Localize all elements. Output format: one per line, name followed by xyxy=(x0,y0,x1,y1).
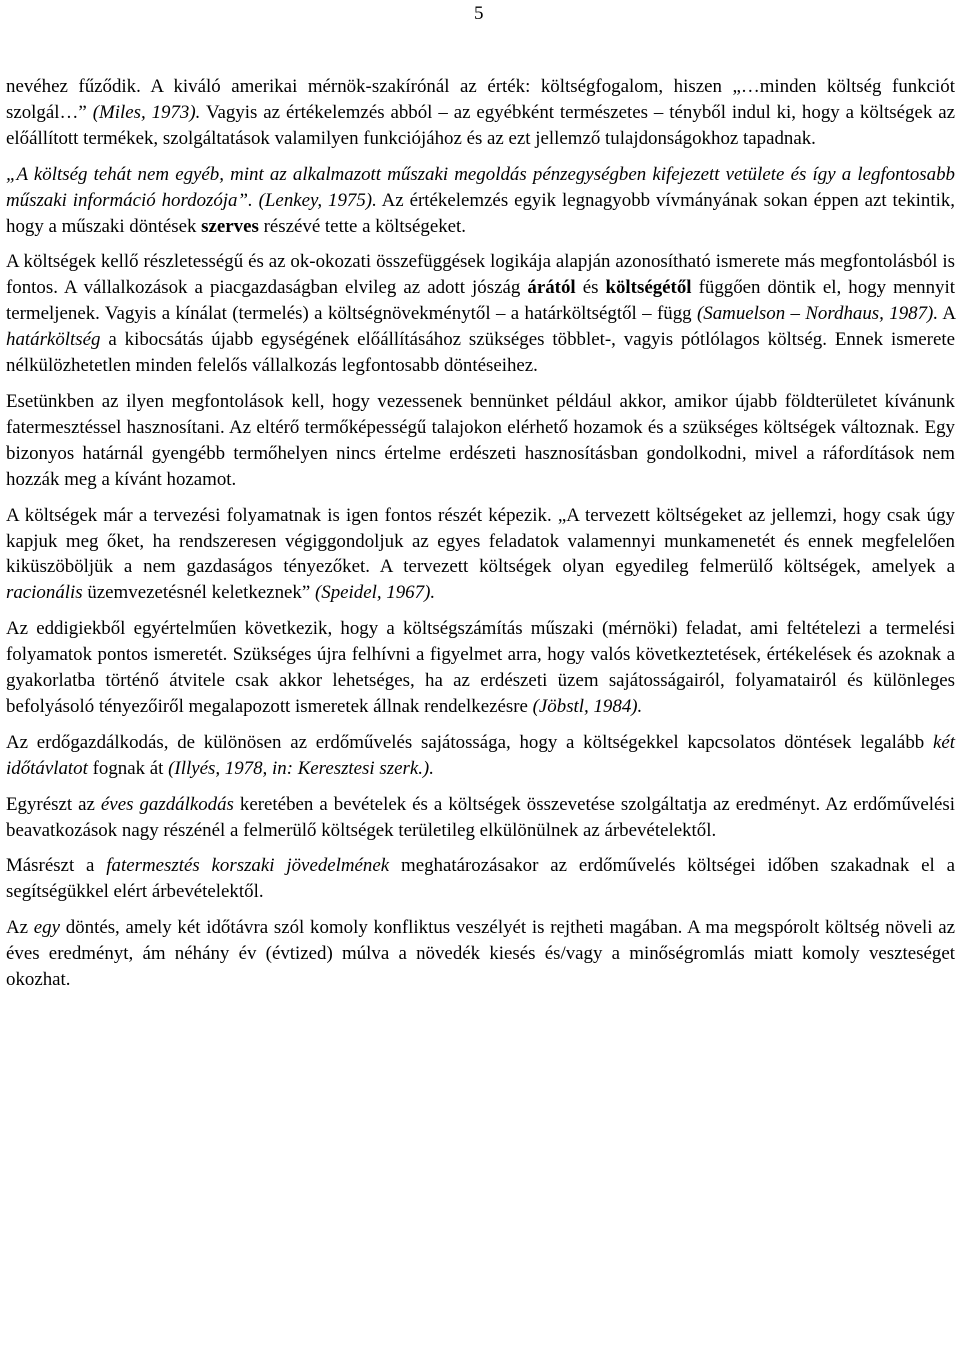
italic-text: (Illyés, 1978, in: Keresztesi szerk.). xyxy=(168,757,434,779)
italic-text: fatermesztés korszaki jövedelmének xyxy=(106,855,390,877)
bold-text: költségétől xyxy=(605,277,692,299)
paragraph-2 xyxy=(6,162,955,240)
text-run: fognak át xyxy=(87,757,169,779)
text-run: a kibocsátás újabb egységének előállításához szükséges többlet-, vagyis pótlólagos költség. Ennek ismerete nélkülözhetetlen minden felelős vállalkozás legfontosabb döntéseihez. xyxy=(6,329,955,377)
paragraph-7 xyxy=(6,730,955,782)
text-run: A xyxy=(938,303,955,325)
text-run: Az értékelemzés egyik legnagyobb vívmányának sokan éppen azt tekintik, hogy a műszaki döntések xyxy=(6,189,955,237)
italic-text: éves gazdálkodás xyxy=(100,793,234,815)
italic-text: két időtávlatot xyxy=(6,731,955,779)
italic-text: (Miles, 1973). xyxy=(92,101,201,123)
italic-text: egy xyxy=(33,917,60,939)
paragraph-1 xyxy=(6,74,955,152)
italic-text: határköltség xyxy=(6,329,101,351)
text-run: keretében a bevételek és a költségek összevetése szolgáltatja az eredményt. Az erdőművelési beavatkozások nagy részénél a felmerülő költségek területileg elkülönülnek az árbevételektől. xyxy=(6,793,955,841)
italic-text: (Jöbstl, 1984). xyxy=(532,695,643,717)
text-run: Egyrészt az xyxy=(6,793,101,815)
text-run: döntés, amely két időtávra szól komoly konfliktus veszélyét is rejtheti magában. A ma megspórolt költség növeli az éves eredményt, ám néhány év (évtized) múlva a növedék kiesés és/vagy a minőségromlás miatt komoly veszteséget okozhat. xyxy=(6,917,956,991)
paragraph-9 xyxy=(6,853,955,905)
text-run: üzemvezetésnél keletkeznek” xyxy=(82,582,315,604)
text-run: meghatározásakor az erdőművelés költségei időben szakadnak el a segítségükkel elért árbevételektől. xyxy=(6,855,955,903)
text-run: A költségek kellő részletességű és az ok-okozati összefüggések logikája alapján azonosítható ismerete más megfontolásból is fontos. A vállalkozások a piacgazdaságban elvileg az adott jószág xyxy=(6,251,955,299)
paragraph-10 xyxy=(6,915,955,993)
text-run: függően döntik el, hogy mennyit termeljenek. Vagyis a kínálat (termelés) a költségnövekménytől – a határköltségtől – függ xyxy=(6,277,956,325)
text-run: Vagyis az értékelemzés abból – az egyébként természetes – tényből indul ki, hogy a költségek az előállított termékek, szolgáltatások valamilyen funkciójához és az ezt jellemző tulajdonságokhoz tapadnak. xyxy=(6,101,955,149)
paragraph-8 xyxy=(6,792,955,844)
text-run: Esetünkben az ilyen megfontolások kell, hogy vezessenek bennünket például akkor, amikor újabb földterületet kívánunk fatermesztéssel hasznosítani. Az eltérő termőképességű talajokon elérhető hozamok és a szükséges költségek változnak. Egy bizonyos határnál gyengébb termőhelyen nincs értelme erdészeti hasznosításban gondolkodni, mivel a ráfordítások nem hozzák meg a kívánt hozamot. xyxy=(6,390,955,490)
text-run: Az eddigiekből egyértelműen következik, hogy a költségszámítás műszaki (mérnöki) feladat, ami feltételezi a termelési folyamatok pontos ismeretét. Szükséges újra felhívni a figyelmet arra, hogy valós következtetések, értékelések és azoknak a gyakorlatba történő átvitele csak akkor lehetséges, ha az erdészeti üzem sajátosságairól, folyamatairól és különleges befolyásoló tényezőiről megalapozott ismeretek állnak rendelkezésre xyxy=(6,618,955,717)
paragraph-6 xyxy=(6,616,955,720)
italic-text: „A költség tehát nem egyéb, mint az alkalmazott műszaki megoldás pénzegységben kifejezett vetülete és így a legfontosabb műszaki információ hordozója”. (Lenkey, 1975). xyxy=(6,163,955,211)
italic-text: (Samuelson – Nordhaus, 1987). xyxy=(697,303,939,325)
paragraph-4 xyxy=(6,389,955,493)
page-number: 5 xyxy=(474,3,484,24)
text-run: részévé tette a költségeket. xyxy=(258,215,467,237)
bold-text: szerves xyxy=(201,215,259,237)
text-run: nevéhez fűződik. A kiváló amerikai mérnök-szakírónál az érték: költségfogalom, hiszen „…minden költség funkciót szolgál…” xyxy=(6,76,955,123)
paragraph-5 xyxy=(6,503,955,607)
italic-text: (Speidel, 1967). xyxy=(314,582,436,604)
document-body xyxy=(6,74,955,993)
bold-text: árától xyxy=(527,277,576,299)
text-run: Az erdőgazdálkodás, de különösen az erdőművelés sajátossága, hogy a költségekkel kapcsolatos döntések legalább xyxy=(6,731,933,753)
text-run: Az xyxy=(6,917,34,939)
text-run: és xyxy=(575,277,606,299)
paragraph-3 xyxy=(6,249,955,379)
italic-text: racionális xyxy=(6,582,83,604)
text-run: Másrészt a xyxy=(6,855,107,877)
text-run: A költségek már a tervezési folyamatnak is igen fontos részét képezik. „A tervezett költségeket az jellemzi, hogy csak úgy kapjuk meg őket, ha rendszeresen végiggondoljuk az egyes feladatok valamennyi munkamenetét és ennek megfelelően kiküszöböljük a nem gazdaságos tényezőket. A tervezett költségek olyan egyedileg felmerülő költségek, amelyek a xyxy=(6,504,955,578)
